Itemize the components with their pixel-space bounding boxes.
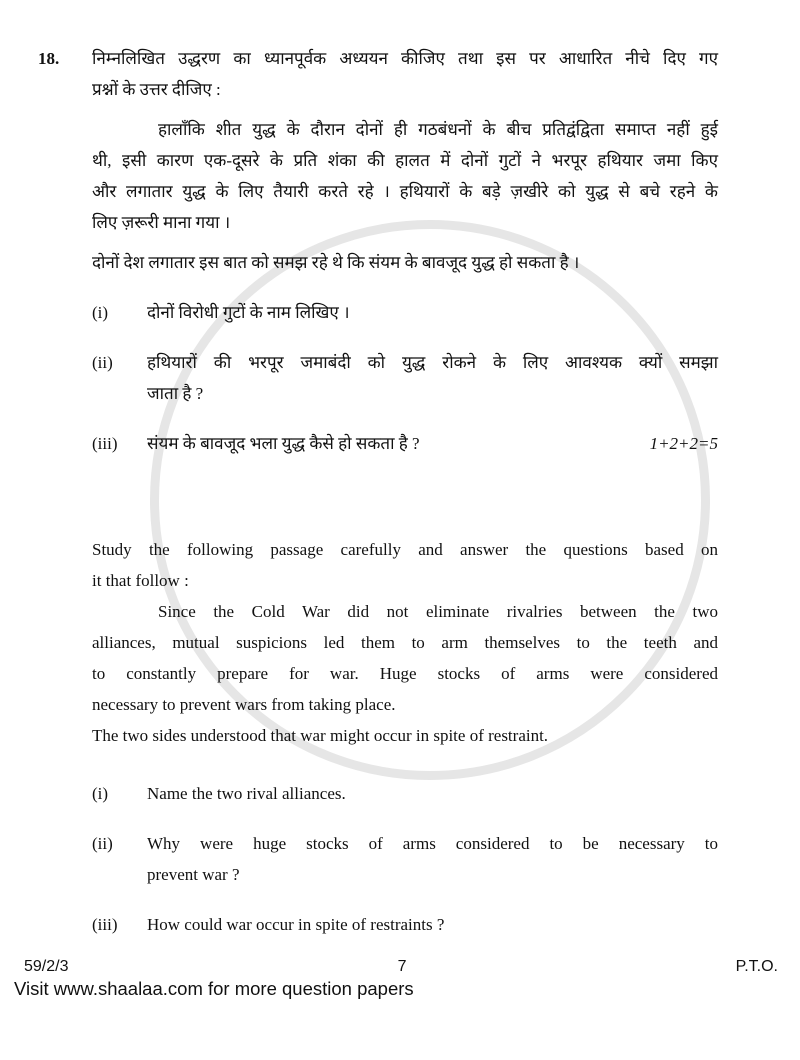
subquestion-text: How could war occur in spite of restraints ? [147, 915, 445, 934]
hindi-subquestion-i [92, 302, 718, 324]
subquestion-label: (ii) [92, 834, 113, 853]
english-passage-line: to constantly prepare for war. Huge stocks of arms were considered [92, 664, 718, 683]
paper-code: 59/2/3 [24, 958, 69, 975]
hindi-subquestion-ii [92, 352, 718, 405]
english-instruction-line: it that follow : [92, 571, 189, 590]
subquestion-text: जाता है ? [147, 384, 204, 403]
english-statement: The two sides understood that war might occur in spite of restraint. [92, 726, 549, 745]
please-turn-over: P.T.O. [735, 958, 778, 975]
hindi-passage-line: और लगातार युद्ध के लिए तैयारी करते रहे । हथियारों के बड़े ज़खीरे को युद्ध से बचे रहने के [92, 182, 718, 201]
page-footer [0, 950, 800, 1006]
english-instruction-line: Study the following passage carefully and answer the questions based on [92, 540, 718, 559]
english-subquestion-i [92, 783, 718, 805]
hindi-instruction-line: प्रश्नों के उत्तर दीजिए : [92, 80, 221, 99]
subquestion-text: हथियारों की भरपूर जमाबंदी को युद्ध रोकने के लिए आवश्यक क्यों समझा [147, 353, 718, 372]
subquestion-label: (iii) [92, 434, 118, 453]
subquestion-label: (ii) [92, 353, 113, 372]
subquestion-text: Name the two rival alliances. [147, 784, 346, 803]
question-number: 18. [38, 49, 60, 68]
page-number: 7 [397, 958, 407, 975]
hindi-instruction-line: निम्नलिखित उद्धरण का ध्यानपूर्वक अध्ययन कीजिए तथा इस पर आधारित नीचे दिए गए [92, 49, 718, 68]
english-passage-line: necessary to prevent wars from taking place. [92, 695, 396, 714]
visit-link[interactable]: Visit www.shaalaa.com for more question papers [14, 978, 414, 999]
hindi-passage-line: लिए ज़रूरी माना गया । [92, 213, 231, 232]
english-subquestion-ii [92, 833, 718, 886]
hindi-passage-line: थी, इसी कारण एक-दूसरे के प्रति शंका की हालत में दोनों गुटों ने भरपूर हथियार जमा किए [92, 151, 718, 170]
subquestion-text: दोनों विरोधी गुटों के नाम लिखिए । [147, 303, 350, 322]
subquestion-text: prevent war ? [147, 865, 240, 884]
subquestion-label: (i) [92, 784, 109, 803]
hindi-subquestion-iii [92, 433, 718, 455]
hindi-passage-line: हालाँकि शीत युद्ध के दौरान दोनों ही गठबंधनों के बीच प्रतिद्वंद्विता समाप्त नहीं हुई [158, 120, 718, 139]
english-passage-line: Since the Cold War did not eliminate rivalries between the two [158, 602, 718, 621]
subquestion-text: संयम के बावजूद भला युद्ध कैसे हो सकता है ? [147, 434, 420, 453]
subquestion-text: Why were huge stocks of arms considered to be necessary to [147, 834, 718, 853]
english-subquestion-iii [92, 914, 718, 936]
subquestion-label: (iii) [92, 915, 118, 934]
english-passage-line: alliances, mutual suspicions led them to arm themselves to the teeth and [92, 633, 718, 652]
marks-distribution: 1+2+2=5 [649, 434, 718, 453]
hindi-statement: दोनों देश लगातार इस बात को समझ रहे थे कि संयम के बावजूद युद्ध हो सकता है । [92, 253, 580, 272]
subquestion-label: (i) [92, 303, 109, 322]
